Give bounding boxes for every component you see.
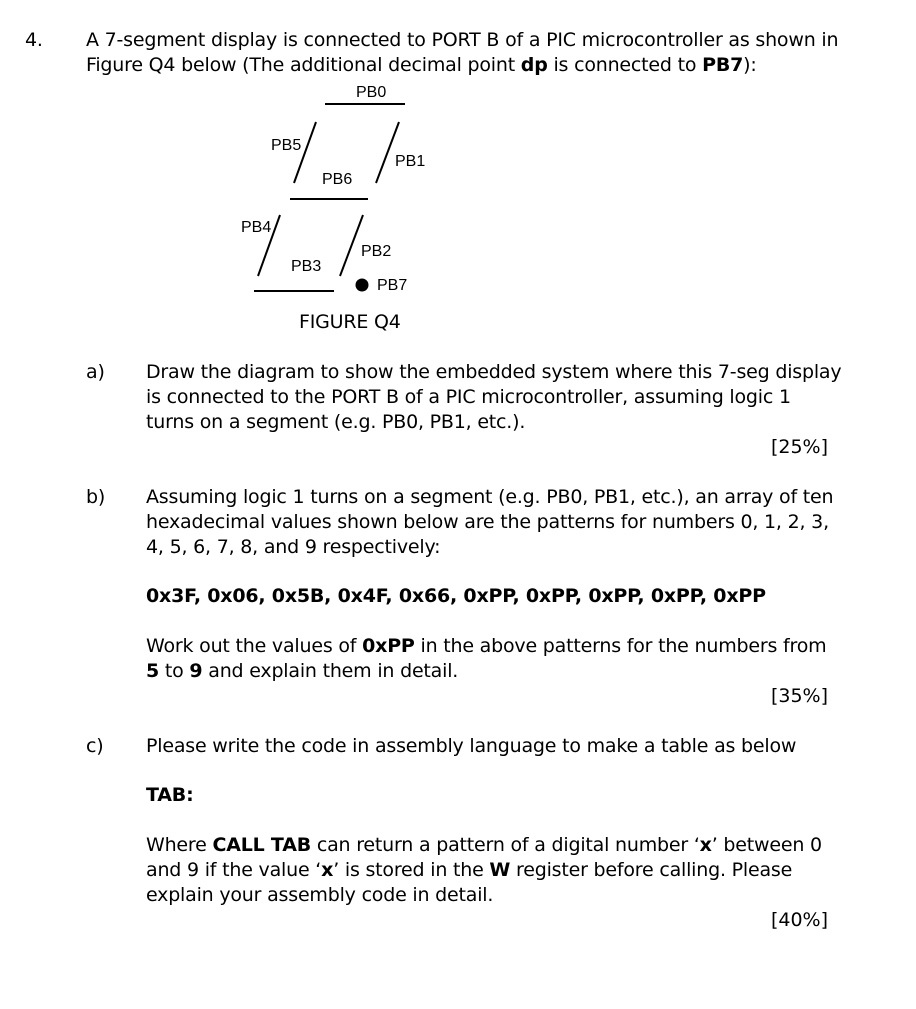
line2-text-c: ’ is stored in the <box>333 859 490 881</box>
label-pb5: PB5 <box>271 137 302 154</box>
num-5: 5 <box>146 660 160 682</box>
label-pb0: PB0 <box>356 84 387 101</box>
intro-text-a: Figure Q4 below (The additional decimal point <box>86 54 521 76</box>
question-number: 4. <box>25 29 43 51</box>
part-c-label: c) <box>86 735 104 757</box>
figure-caption: FIGURE Q4 <box>299 311 401 333</box>
where-text-e: ’ between 0 <box>711 834 822 856</box>
intro-line-1: A 7-segment display is connected to PORT B of a PIC microcontroller as shown in <box>86 29 839 51</box>
intro-text-b: is connected to <box>547 54 703 76</box>
w-register-term: W <box>489 859 511 881</box>
x-term: x <box>699 834 712 856</box>
work-text-a: Work out the values of <box>146 635 363 657</box>
part-c-line-2 <box>146 858 792 883</box>
part-a-line-2: is connected to the PORT B of a PIC microcontroller, assuming logic 1 <box>146 386 791 408</box>
dp-term: dp <box>520 54 548 76</box>
label-pb6: PB6 <box>322 171 353 188</box>
x-term-2: x <box>321 859 334 881</box>
segment-pb2 <box>340 215 363 276</box>
work-text-c: in the above patterns for the numbers from <box>414 635 827 657</box>
line2-text-e: register before calling. Please <box>510 859 793 881</box>
where-text-c: can return a pattern of a digital number ‘ <box>311 834 700 856</box>
part-b-work-line-1 <box>146 634 826 659</box>
label-pb4: PB4 <box>241 219 272 236</box>
part-b-label: b) <box>86 486 106 508</box>
part-c-marks: [40%] <box>770 909 828 931</box>
part-b-marks: [35%] <box>770 685 828 707</box>
part-a-line-1: Draw the diagram to show the embedded system where this 7-seg display <box>146 361 842 383</box>
where-text-a: Where <box>146 834 213 856</box>
part-b-line-2: hexadecimal values shown below are the patterns for numbers 0, 1, 2, 3, <box>146 511 829 533</box>
tab-label: TAB: <box>146 784 194 806</box>
work2-text-d: and explain them in detail. <box>202 660 459 682</box>
seven-segment-figure <box>0 0 916 340</box>
work2-text-b: to <box>159 660 190 682</box>
label-pb2: PB2 <box>361 243 392 260</box>
oxpp-term: 0xPP <box>362 635 415 657</box>
intro-text-c: ): <box>743 54 757 76</box>
part-a-line-3: turns on a segment (e.g. PB0, PB1, etc.). <box>146 411 526 433</box>
part-a-label: a) <box>86 361 105 383</box>
part-c-line-3: explain your assembly code in detail. <box>146 884 494 906</box>
call-tab-term: CALL TAB <box>212 834 312 856</box>
hex-patterns: 0x3F, 0x06, 0x5B, 0x4F, 0x66, 0xPP, 0xPP, 0xPP, 0xPP, 0xPP <box>146 585 766 607</box>
pb7-term: PB7 <box>702 54 744 76</box>
part-b-line-1: Assuming logic 1 turns on a segment (e.g. PB0, PB1, etc.), an array of ten <box>146 486 834 508</box>
part-b-line-3: 4, 5, 6, 7, 8, and 9 respectively: <box>146 536 441 558</box>
part-c-where-line <box>146 833 822 858</box>
part-c-line-1: Please write the code in assembly language to make a table as below <box>146 735 797 757</box>
label-pb1: PB1 <box>395 153 426 170</box>
label-pb7: PB7 <box>377 277 408 294</box>
decimal-point-dot <box>356 279 369 292</box>
part-a-marks: [25%] <box>770 436 828 458</box>
label-pb3: PB3 <box>291 258 322 275</box>
line2-text-a: and 9 if the value ‘ <box>146 859 322 881</box>
num-9: 9 <box>189 660 203 682</box>
part-b-work-line-2 <box>146 659 458 684</box>
